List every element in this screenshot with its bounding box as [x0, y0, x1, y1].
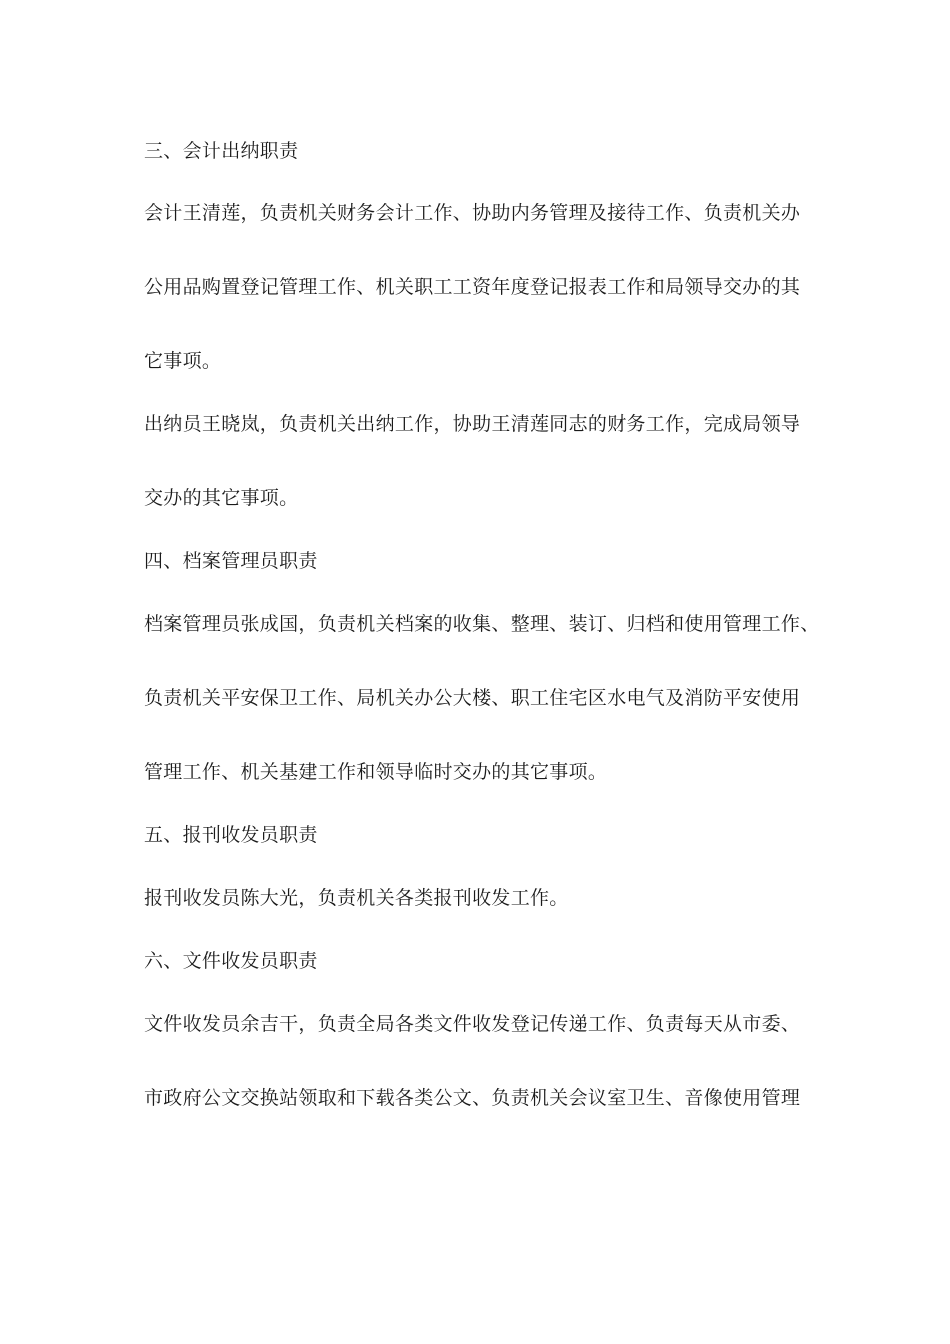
paragraph-line: 它事项。: [144, 350, 222, 372]
section-heading-document-clerk: 六、文件收发员职责: [144, 950, 318, 972]
section-heading-archivist: 四、档案管理员职责: [144, 550, 318, 572]
paragraph-line: 会计王清莲，负责机关财务会计工作、协助内务管理及接待工作、负责机关办: [144, 202, 801, 224]
paragraph-line: 交办的其它事项。: [144, 487, 299, 509]
section-heading-newspaper-clerk: 五、报刊收发员职责: [144, 824, 318, 846]
paragraph-line: 市政府公文交换站领取和下载各类公文、负责机关会议室卫生、音像使用管理: [144, 1087, 801, 1109]
paragraph-line: 档案管理员张成国，负责机关档案的收集、整理、装订、归档和使用管理工作、: [144, 613, 820, 635]
paragraph-line: 负责机关平安保卫工作、局机关办公大楼、职工住宅区水电气及消防平安使用: [144, 687, 801, 709]
paragraph-line: 出纳员王晓岚，负责机关出纳工作，协助王清莲同志的财务工作，完成局领导: [144, 413, 801, 435]
section-heading-accountant-cashier: 三、会计出纳职责: [144, 140, 299, 162]
paragraph-line: 公用品购置登记管理工作、机关职工工资年度登记报表工作和局领导交办的其: [144, 276, 801, 298]
paragraph-line: 管理工作、机关基建工作和领导临时交办的其它事项。: [144, 761, 608, 783]
paragraph-line: 文件收发员余吉干，负责全局各类文件收发登记传递工作、负责每天从市委、: [144, 1013, 801, 1035]
paragraph-line: 报刊收发员陈大光，负责机关各类报刊收发工作。: [144, 887, 569, 909]
